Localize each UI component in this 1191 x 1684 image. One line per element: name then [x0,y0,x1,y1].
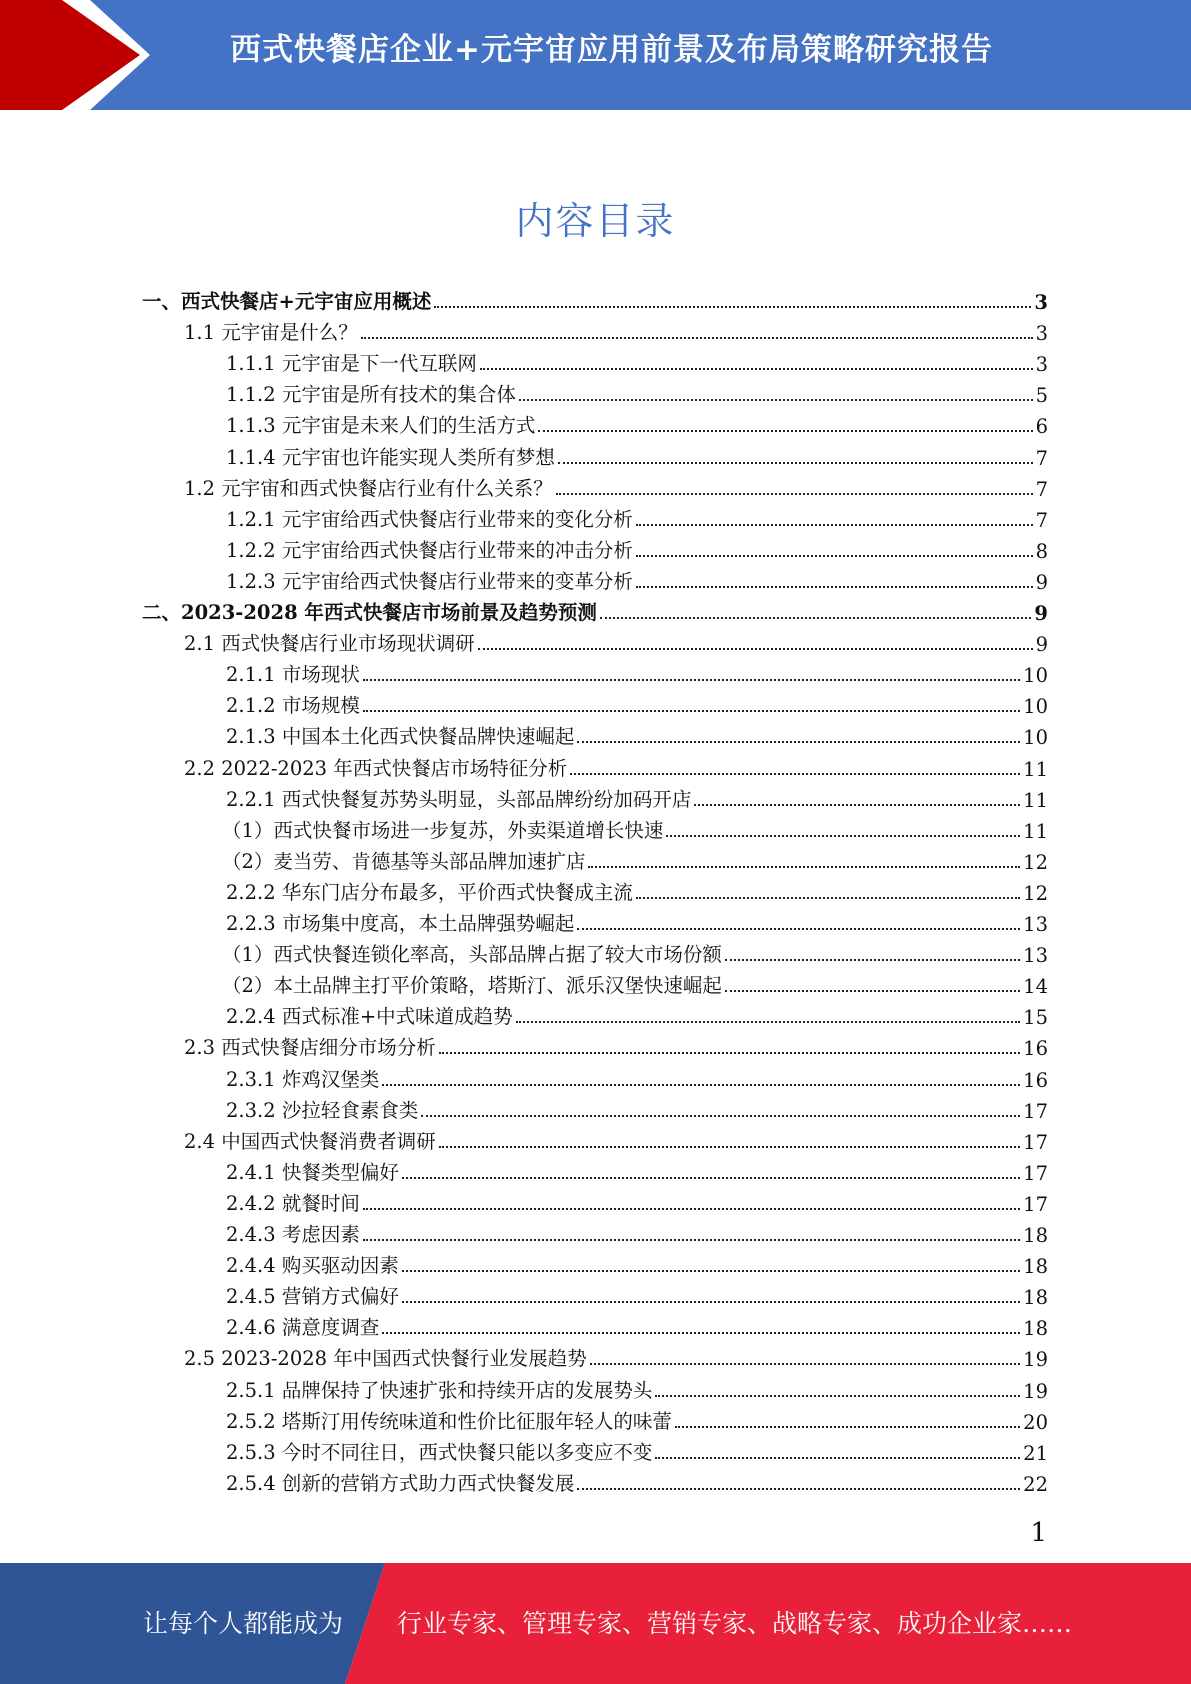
toc-leader-dots [382,1084,1020,1086]
toc-leader-dots [694,804,1020,806]
toc-leader-dots [600,617,1031,619]
toc-entry-label: 2.4.2 就餐时间 [226,1191,360,1215]
toc-title: 内容目录 [515,199,676,243]
toc-entry[interactable] [184,1029,1048,1060]
toc-entry-label: 1.1.1 元宇宙是下一代互联网 [226,352,477,376]
toc-entry[interactable] [226,874,1048,905]
toc-leader-dots [363,1208,1020,1210]
toc-leader-dots [439,1146,1020,1148]
toc-entry-page: 16 [1023,1068,1048,1092]
toc-entry-label: 2.2.3 市场集中度高，本土品牌强势崛起 [226,912,575,935]
toc-entry-label: 二、2023-2028 年西式快餐店市场前景及趋势预测 [142,601,597,624]
toc-entry-page: 22 [1023,1472,1048,1496]
toc-entry-label: 1.1 元宇宙是什么？ [184,321,358,345]
toc-leader-dots [636,524,1033,526]
toc-entry-label: 2.5.2 塔斯汀用传统味道和性价比征服年轻人的味蕾 [226,1409,672,1433]
toc-entry-label: 1.1.2 元宇宙是所有技术的集合体 [226,383,516,407]
toc-entry-page: 12 [1023,881,1048,905]
toc-entry-page: 7 [1035,508,1048,532]
toc-entry-page: 17 [1023,1161,1048,1185]
toc-entry-label: 一、西式快餐店+元宇宙应用概述 [142,290,432,313]
toc-leader-dots [421,1115,1020,1117]
toc-entry[interactable] [226,1278,1048,1309]
toc-entry-label: 1.1.3 元宇宙是未来人们的生活方式 [226,414,536,438]
toc-entry-page: 7 [1035,446,1048,470]
toc-entry-page: 18 [1023,1255,1048,1279]
toc-leader-dots [725,959,1020,961]
toc-leader-dots [588,866,1020,868]
toc-leader-dots [577,741,1020,743]
toc-entry[interactable] [226,1465,1048,1496]
toc-entry-label: 2.3.1 炸鸡汉堡类 [226,1067,380,1091]
toc-entry-label: 2.1.2 市场规模 [226,694,360,718]
toc-entry-label: 1.1.4 元宇宙也许能实现人类所有梦想 [226,445,555,469]
toc-entry-page: 13 [1023,944,1048,968]
toc-leader-dots [382,1332,1020,1334]
toc-entry-label: 1.2 元宇宙和西式快餐店行业有什么关系？ [184,476,553,500]
toc-entry-label: 2.2.2 华东门店分布最多，平价西式快餐成主流 [226,880,633,904]
toc-entry[interactable] [184,1340,1048,1371]
toc-entry-label: 2.1.3 中国本土化西式快餐品牌快速崛起 [226,725,575,749]
toc-leader-dots [558,462,1033,464]
toc-entry[interactable] [226,1247,1048,1278]
toc-entry-page: 15 [1023,1006,1048,1030]
toc-entry[interactable] [226,439,1048,470]
toc-entry-label: 2.3 西式快餐店细分市场分析 [184,1036,436,1060]
toc-entry[interactable] [226,407,1048,438]
toc-entry[interactable] [226,998,1048,1029]
toc-entry-label: （2）麦当劳、肯德基等头部品牌加速扩店 [222,849,586,873]
toc-entry-page: 18 [1023,1317,1048,1341]
toc-leader-dots [402,1177,1020,1179]
toc-entry-page: 13 [1023,913,1048,936]
toc-entry[interactable] [142,283,1048,314]
toc-leader-dots [655,1395,1020,1397]
toc-entry[interactable] [226,563,1048,594]
footer-slogan-right: 行业专家、管理专家、营销专家、战略专家、成功企业家…… [397,1609,1073,1638]
toc-leader-dots [480,368,1033,370]
toc-entry[interactable] [226,1185,1048,1216]
toc-entry-label: 1.2.1 元宇宙给西式快餐店行业带来的变化分析 [226,507,633,531]
toc-entry[interactable] [222,812,1048,843]
toc-leader-dots [570,773,1020,775]
toc-entry[interactable] [184,470,1048,501]
toc-entry-page: 10 [1023,664,1048,688]
toc-entry[interactable] [226,718,1048,749]
toc-entry-label: （1）西式快餐连锁化率高，头部品牌占据了较大市场份额 [222,943,722,967]
toc-entry-page: 19 [1023,1348,1048,1372]
toc-entry[interactable] [226,376,1048,407]
toc-entry-page: 21 [1023,1441,1048,1465]
toc-leader-dots [577,1488,1020,1490]
toc-entry-page: 17 [1023,1192,1048,1216]
toc-leader-dots [516,1021,1021,1023]
page-header [0,0,1191,110]
toc-leader-dots [439,1052,1020,1054]
toc-entry[interactable] [142,594,1048,625]
toc-entry[interactable] [226,905,1048,936]
toc-leader-dots [590,1363,1020,1365]
toc-entry-label: 2.2 2022-2023 年西式快餐店市场特征分析 [184,756,568,780]
page-footer [0,1563,1191,1684]
toc-entry[interactable] [222,967,1048,998]
toc-entry[interactable] [184,1123,1048,1154]
toc-leader-dots [402,1301,1020,1303]
toc-entry-label: 1.2.3 元宇宙给西式快餐店行业带来的变革分析 [226,569,633,593]
toc-entry-label: 2.5 2023-2028 年中国西式快餐行业发展趋势 [184,1347,587,1371]
toc-entry-page: 10 [1023,726,1048,750]
toc-entry[interactable] [184,750,1048,781]
toc-leader-dots [363,1239,1020,1241]
toc-entry-label: 2.4 中国西式快餐消费者调研 [184,1129,436,1153]
toc-entry-label: 2.4.3 考虑因素 [226,1223,360,1246]
toc-entry-page: 3 [1035,322,1048,346]
toc-entry-page: 11 [1023,757,1048,781]
toc-entry-page: 20 [1023,1410,1048,1434]
toc-entry-label: 2.5.4 创新的营销方式助力西式快餐发展 [226,1471,575,1495]
toc-entry-page: 8 [1035,539,1048,563]
toc-entry[interactable] [226,656,1048,687]
toc-leader-dots [538,430,1032,432]
toc-entry[interactable] [222,936,1048,967]
toc-entry[interactable] [184,625,1048,656]
toc-entry[interactable] [184,314,1048,345]
toc-entry-label: 2.4.5 营销方式偏好 [226,1285,399,1309]
toc-leader-dots [636,555,1033,557]
toc-entry[interactable] [226,1061,1048,1092]
toc-entry-page: 19 [1023,1379,1048,1403]
toc-entry[interactable] [222,843,1048,874]
header-title: 西式快餐店企业+元宇宙应用前景及布局策略研究报告 [230,32,993,68]
toc-entry-page: 17 [1023,1130,1048,1154]
toc-leader-dots [725,990,1020,992]
toc-leader-dots [666,835,1020,837]
toc-leader-dots [577,928,1020,930]
toc-entry-page: 14 [1023,975,1048,999]
toc-leader-dots [434,306,1031,308]
toc-entry[interactable] [226,345,1048,376]
toc-entry-page: 16 [1023,1037,1048,1061]
toc-entry-label: （1）西式快餐市场进一步复苏，外卖渠道增长快速 [222,818,664,842]
toc-entry-page: 18 [1023,1224,1048,1247]
toc-entry-page: 18 [1023,1286,1048,1310]
toc-entry[interactable] [226,1092,1048,1123]
toc-entry-page: 11 [1023,819,1048,843]
toc-leader-dots [655,1457,1020,1459]
toc-leader-dots [361,337,1033,339]
toc-leader-dots [402,1270,1020,1272]
toc-entry[interactable] [226,1154,1048,1185]
toc-entry-page: 17 [1023,1099,1048,1123]
toc-entry-label: 2.5.1 品牌保持了快速扩张和持续开店的发展势头 [226,1378,653,1402]
toc-entry-page: 10 [1023,695,1048,719]
footer-slogan-left: 让每个人都能成为 [143,1609,344,1638]
toc-leader-dots [675,1426,1020,1428]
toc-entry-page: 7 [1035,477,1048,501]
toc-leader-dots [636,586,1033,588]
toc-entry[interactable] [226,1403,1048,1434]
toc-entry[interactable] [226,1434,1048,1465]
toc-entry-page: 11 [1023,788,1048,812]
toc-entry-label: 2.1 西式快餐店行业市场现状调研 [184,632,475,656]
toc-entry-page: 6 [1035,415,1048,439]
toc-entry[interactable] [226,1372,1048,1403]
toc-leader-dots [363,679,1020,681]
toc-leader-dots [636,897,1020,899]
toc-entry-page: 3 [1034,291,1048,314]
toc-entry-label: 2.5.3 今时不同往日，西式快餐只能以多变应不变 [226,1440,653,1464]
toc-entry-label: 2.4.4 购买驱动因素 [226,1254,399,1278]
toc-entry-label: 2.2.1 西式快餐复苏势头明显，头部品牌纷纷加码开店 [226,787,692,811]
toc-entry[interactable] [226,1309,1048,1340]
toc-entry-page: 5 [1035,384,1048,408]
toc-entry-page: 9 [1035,570,1048,594]
toc-entry-label: 2.4.1 快餐类型偏好 [226,1160,399,1184]
toc-entry-page: 3 [1035,353,1048,377]
toc-leader-dots [519,399,1033,401]
toc-leader-dots [556,493,1033,495]
toc-entry-label: 2.1.1 市场现状 [226,663,360,687]
toc-entry[interactable] [226,501,1048,532]
toc-entry-label: 1.2.2 元宇宙给西式快餐店行业带来的冲击分析 [226,538,633,562]
toc-entry-label: 2.4.6 满意度调查 [226,1316,380,1340]
toc-entry[interactable] [226,781,1048,812]
toc-entry-label: （2）本土品牌主打平价策略，塔斯汀、派乐汉堡快速崛起 [222,974,722,998]
toc-leader-dots [363,710,1020,712]
toc-entry-page: 9 [1035,633,1048,657]
toc-entry[interactable] [226,532,1048,563]
toc-leader-dots [478,648,1033,650]
toc-entry-page: 12 [1023,850,1048,874]
toc-entry-label: 2.2.4 西式标准+中式味道成趋势 [226,1005,513,1029]
toc-entry[interactable] [226,1216,1048,1247]
toc-entry[interactable] [226,687,1048,718]
toc-entry-page: 9 [1034,602,1048,625]
toc-entry-label: 2.3.2 沙拉轻食素食类 [226,1098,419,1122]
page-number: 1 [1030,1518,1047,1548]
